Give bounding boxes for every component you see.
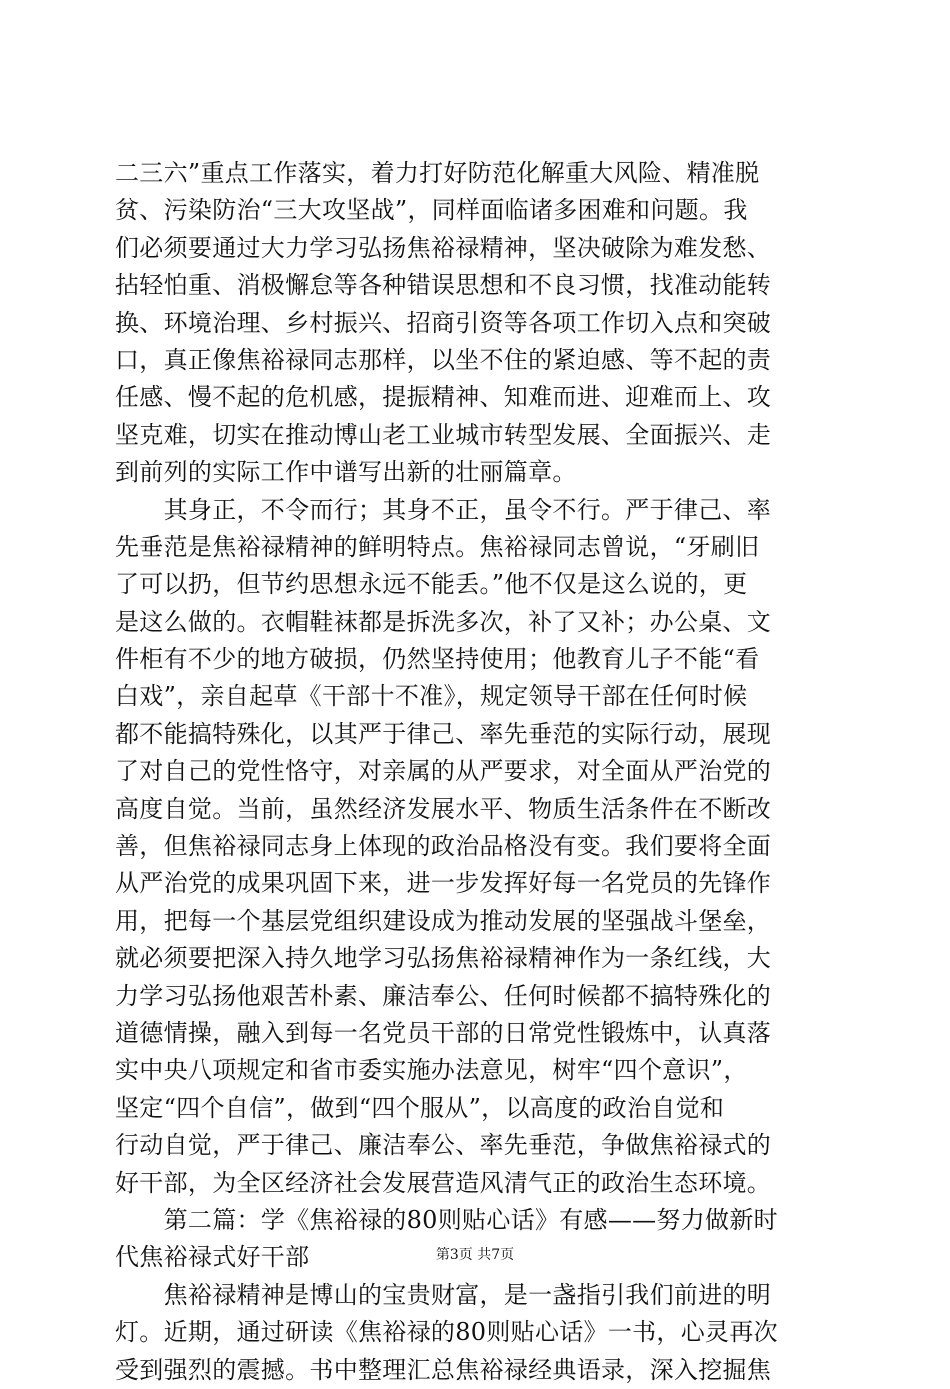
- text-line: 先垂范是焦裕禄精神的鲜明特点。焦裕禄同志曾说，“牙刷旧: [115, 532, 760, 561]
- text-line: 口，真正像焦裕禄同志那样，以坐不住的紧迫感、等不起的责: [115, 345, 772, 374]
- text-line: 坚定“四个自信”，做到“四个服从”，以高度的政治自觉和: [115, 1093, 725, 1122]
- text-line: 了对自己的党性恪守，对亲属的从严要求，对全面从严治党的: [115, 757, 772, 786]
- text-line: 们必须要通过大力学习弘扬焦裕禄精神，坚决破除为难发愁、: [115, 233, 772, 262]
- text-line: 是这么做的。衣帽鞋袜都是拆洗多次，补了又补；办公桌、文: [115, 607, 772, 636]
- page-footer: 第3页 共7页: [435, 1247, 515, 1263]
- text-line: 二三六”重点工作落实，着力打好防范化解重大风险、精准脱: [115, 159, 760, 187]
- text-line: 就必须要把深入持久地学习弘扬焦裕禄精神作为一条红线，大: [115, 944, 772, 973]
- text-line: 任感、慢不起的危机感，提振精神、知难而进、迎难而上、攻: [115, 383, 772, 412]
- text-line: 从严治党的成果巩固下来，进一步发挥好每一名党员的先锋作: [115, 869, 772, 898]
- text-line: 善，但焦裕禄同志身上体现的政治品格没有变。我们要将全面: [115, 832, 772, 861]
- text-line: 其身正，不令而行；其身不正，虽令不行。严于律己、率: [115, 495, 772, 524]
- text-line: 贫、污染防治“三大攻坚战”，同样面临诸多困难和问题。我: [115, 196, 748, 225]
- text-line: 代焦裕禄式好干部: [115, 1243, 310, 1272]
- text-line: 用，把每一个基层党组织建设成为推动发展的坚强战斗堡垒，: [115, 906, 772, 935]
- text-line: 白戏”，亲自起草《干部十不准》，规定领导干部在任何时候: [115, 682, 748, 711]
- text-line: 好干部，为全区经济社会发展营造风清气正的政治生态环境。: [115, 1168, 772, 1197]
- text-line: 焦裕禄精神是博山的宝贵财富，是一盏指引我们前进的明: [115, 1280, 772, 1309]
- text-line: 了可以扔，但节约思想永远不能丢。”他不仅是这么说的，更: [115, 570, 748, 599]
- text-line: 都不能搞特殊化，以其严于律己、率先垂范的实际行动，展现: [115, 719, 772, 748]
- text-line: 道德情操，融入到每一名党员干部的日常党性锻炼中，认真落: [115, 1018, 772, 1047]
- text-line: 第二篇：学《焦裕禄的80则贴心话》有感——努力做新时: [115, 1205, 778, 1234]
- text-line: 力学习弘扬他艰苦朴素、廉洁奉公、任何时候都不搞特殊化的: [115, 981, 772, 1010]
- text-line: 到前列的实际工作中谱写出新的壮丽篇章。: [115, 458, 577, 487]
- body-text: [115, 155, 835, 1389]
- text-line: 拈轻怕重、消极懈怠等各种错误思想和不良习惯，找准动能转: [115, 271, 772, 300]
- text-line: 高度自觉。当前，虽然经济发展水平、物质生活条件在不断改: [115, 794, 772, 823]
- text-line: 受到强烈的震撼。书中整理汇总焦裕禄经典语录，深入挖掘焦: [115, 1355, 772, 1384]
- text-line: 行动自觉，严于律己、廉洁奉公、率先垂范，争做焦裕禄式的: [115, 1131, 772, 1160]
- text-line: 灯。近期，通过研读《焦裕禄的80则贴心话》一书，心灵再次: [115, 1318, 778, 1347]
- text-line: 坚克难，切实在推动博山老工业城市转型发展、全面振兴、走: [115, 420, 772, 449]
- text-line: 实中央八项规定和省市委实施办法意见，树牢“四个意识”，: [115, 1056, 748, 1085]
- text-line: 换、环境治理、乡村振兴、招商引资等各项工作切入点和突破: [115, 308, 772, 337]
- text-line: 件柜有不少的地方破损，仍然坚持使用；他教育儿子不能“看: [115, 645, 760, 674]
